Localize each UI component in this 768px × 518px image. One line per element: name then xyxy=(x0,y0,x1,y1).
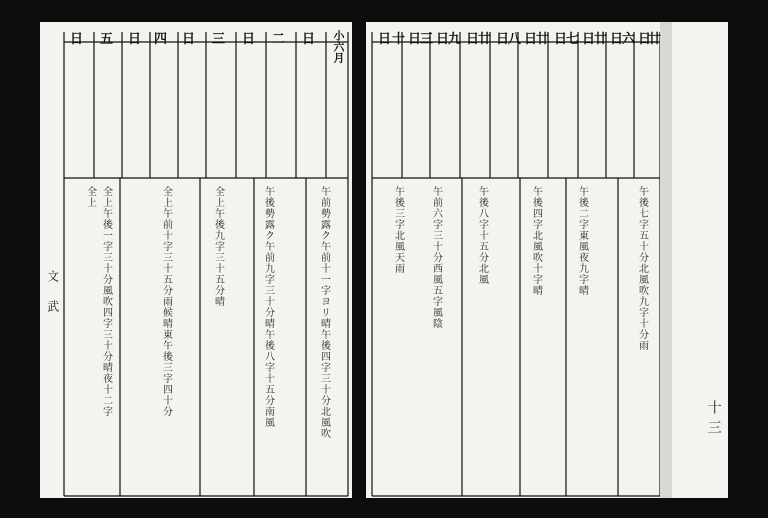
right-note: 午後八字十五分北風 xyxy=(476,186,488,285)
right-header-cell: 六 xyxy=(622,32,636,47)
left-header-cell: 日 xyxy=(302,32,316,47)
left-margin-mark: 武 xyxy=(45,300,60,313)
right-margin-mark: 三 xyxy=(705,420,722,435)
right-note: 午後四字北風吹十字晴 xyxy=(530,186,542,296)
left-header-cell: 五 xyxy=(100,32,114,47)
right-header-cell: 廿 xyxy=(478,32,492,47)
right-note: 午後二字東風夜九字晴 xyxy=(576,186,588,296)
left-note: 全上午前十字三十五分雨候晴東午後三字四十分 xyxy=(160,186,172,417)
right-header-cell: 日 xyxy=(610,32,624,47)
right-header-cell: 十 xyxy=(392,32,406,47)
left-header-cell: 日 xyxy=(70,32,84,47)
right-note: 午後七字五十分北風吹九字十分雨 xyxy=(636,186,648,351)
left-note: 全上午後一字三十分風吹四字三十分晴夜十二字 xyxy=(100,186,112,417)
right-note: 午後三字北風天雨 xyxy=(392,186,404,274)
right-header-cell: 廿 xyxy=(648,32,662,47)
left-note: 全上午後九字三十五分晴 xyxy=(212,186,224,307)
left-header-cell: 二 xyxy=(272,32,286,47)
left-note: 午前勢露ク午前十一字ヨリ晴午後四字三十分北風吹 xyxy=(318,186,330,439)
right-header-cell: 日 xyxy=(582,32,596,47)
left-header-cell: 日 xyxy=(182,32,196,47)
right-margin-mark: 十 xyxy=(705,400,722,415)
right-header-cell: 三 xyxy=(420,32,434,47)
right-header-cell: 日 xyxy=(496,32,510,47)
left-header-cell: 三 xyxy=(212,32,226,47)
right-header-cell: 九 xyxy=(448,32,462,47)
left-margin-mark: 文 xyxy=(45,270,60,283)
left-corner-label: 小六月 xyxy=(332,30,345,63)
left-header-cell: 日 xyxy=(128,32,142,47)
right-header-cell: 日 xyxy=(638,32,652,47)
left-header-cell: 日 xyxy=(242,32,256,47)
right-header-cell: 日 xyxy=(436,32,450,47)
left-header-cell: 四 xyxy=(154,32,168,47)
right-header-cell: 七 xyxy=(566,32,580,47)
left-note: 全上 xyxy=(84,186,96,208)
right-header-cell: 日 xyxy=(408,32,422,47)
right-header-cell: 八 xyxy=(508,32,522,47)
right-header-cell: 日 xyxy=(378,32,392,47)
left-note: 午後勢露ク午前九字三十分晴午後八字十五分南風 xyxy=(262,186,274,428)
right-header-cell: 廿 xyxy=(536,32,550,47)
right-note: 午前六字三十分西風五字風陰 xyxy=(430,186,442,329)
right-header-cell: 廿 xyxy=(594,32,608,47)
right-header-cell: 日 xyxy=(554,32,568,47)
right-header-cell: 日 xyxy=(466,32,480,47)
right-header-cell: 日 xyxy=(524,32,538,47)
